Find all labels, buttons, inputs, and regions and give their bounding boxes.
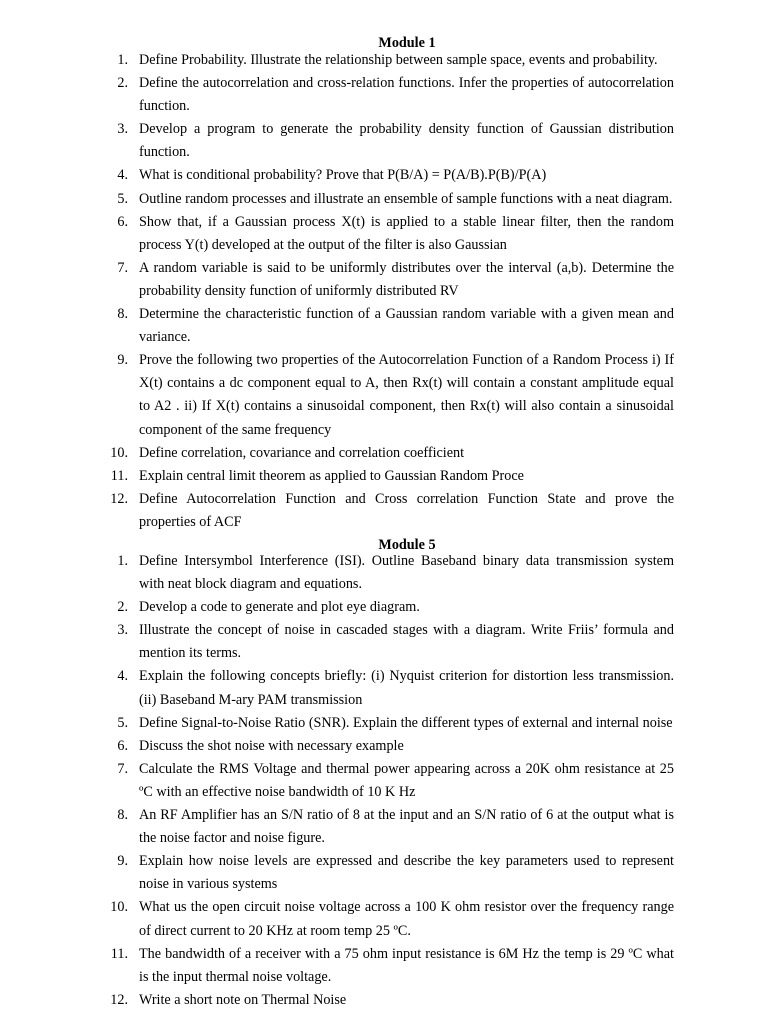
question-number: 10. [110,444,128,461]
question-text: Develop a code to generate and plot eye diagram. [139,599,420,616]
question-item [100,665,674,711]
question-item [100,596,674,619]
question-number: 6. [117,737,128,754]
question-item [100,943,674,989]
question-item [100,804,674,850]
question-text: Define Autocorrelation Function and Cross correlation Function State and prove the properties of ACF [139,490,674,530]
question-item [100,118,674,164]
question-item [100,211,674,257]
question-item [100,712,674,735]
question-item [100,442,674,465]
question-number: 4. [117,668,128,685]
question-number: 10. [110,899,128,916]
question-number: 3. [117,622,128,639]
question-number: 11. [110,945,128,962]
question-text: Explain how noise levels are expressed and describe the key parameters used to represent noise in various systems [139,853,674,893]
question-item [100,989,674,1012]
question-text: Calculate the RMS Voltage and thermal power appearing across a 20K ohm resistance at 25 ºC with an effective noise bandwidth of 10 K Hz [139,760,674,800]
question-text: Define correlation, covariance and correlation coefficient [139,444,465,461]
question-text: Discuss the shot noise with necessary example [139,737,404,754]
question-text: Determine the characteristic function of a Gaussian random variable with a given mean and variance. [139,306,674,346]
question-number: 9. [117,352,128,369]
question-item [100,349,674,441]
question-number: 11. [110,467,128,484]
question-number: 3. [117,121,128,138]
question-item [100,619,674,665]
module-1-question-list [100,49,674,534]
question-number: 8. [117,807,128,824]
question-text: Show that, if a Gaussian process X(t) is applied to a stable linear filter, then the random process Y(t) developed at the output of the filter is also Gaussian [139,213,674,253]
question-number: 1. [117,52,128,68]
question-text: The bandwidth of a receiver with a 75 ohm input resistance is 6M Hz the temp is 29 ºC what is the input thermal noise voltage. [139,945,674,985]
question-item [100,303,674,349]
question-text: Define Signal-to-Noise Ratio (SNR). Explain the different types of external and internal noise [139,714,673,731]
module-1-heading: Module 1 [378,35,436,51]
question-number: 1. [117,553,128,569]
question-text: Develop a program to generate the probability density function of Gaussian distribution function. [139,121,674,161]
question-text: Illustrate the concept of noise in cascaded stages with a diagram. Write Friis’ formula and mention its terms. [139,622,674,662]
question-text: Define the autocorrelation and cross-relation functions. Infer the properties of autocorrelation function. [139,75,674,115]
question-number: 12. [110,991,128,1008]
question-number: 9. [117,853,128,870]
question-text: What is conditional probability? Prove that P(B/A) = P(A/B).P(B)/P(A) [139,167,547,184]
question-item [100,49,674,72]
question-number: 12. [110,490,128,507]
question-number: 7. [117,760,128,777]
question-text: Prove the following two properties of the Autocorrelation Function of a Random Process i) If X(t) contains a dc component equal to A, then Rx(t) will contain a constant amplitude equal to A2 . ii) If X(t) contains a sinusoidal component, then Rx(t) will also contain a sinusoidal component of the same frequency [139,352,674,438]
question-number: 5. [117,190,128,207]
question-item [100,188,674,211]
question-item [100,164,674,187]
question-text: A random variable is said to be uniformly distributes over the interval (a,b). Determine the probability density function of uniformly distributed RV [139,259,674,299]
question-item [100,72,674,118]
question-text: What us the open circuit noise voltage across a 100 K ohm resistor over the frequency range of direct current to 20 KHz at room temp 25 ºC. [139,899,674,939]
question-text: Explain the following concepts briefly: (i) Nyquist criterion for distortion less transmission. (ii) Baseband M-ary PAM transmission [139,668,674,708]
question-item [100,465,674,488]
question-item [100,758,674,804]
question-text: An RF Amplifier has an S/N ratio of 8 at the input and an S/N ratio of 6 at the output what is the noise factor and noise figure. [139,807,674,847]
question-text: Outline random processes and illustrate an ensemble of sample functions with a neat diagram. [139,190,673,207]
question-number: 2. [117,599,128,616]
question-text: Define Intersymbol Interference (ISI). Outline Baseband binary data transmission system with neat block diagram and equations. [139,553,674,593]
question-number: 6. [117,213,128,230]
question-item [100,257,674,303]
question-text: Write a short note on Thermal Noise [139,991,347,1008]
question-number: 8. [117,306,128,323]
question-item [100,896,674,942]
question-number: 7. [117,259,128,276]
question-number: 4. [117,167,128,184]
module-5-question-list [100,550,674,1012]
question-number: 2. [117,75,128,92]
question-item [100,735,674,758]
question-item [100,850,674,896]
module-5-heading: Module 5 [378,537,436,553]
question-text: Define Probability. Illustrate the relationship between sample space, events and probability. [139,52,658,68]
question-item [100,550,674,596]
question-number: 5. [117,714,128,731]
question-text: Explain central limit theorem as applied to Gaussian Random Proce [139,467,524,484]
question-item [100,488,674,534]
